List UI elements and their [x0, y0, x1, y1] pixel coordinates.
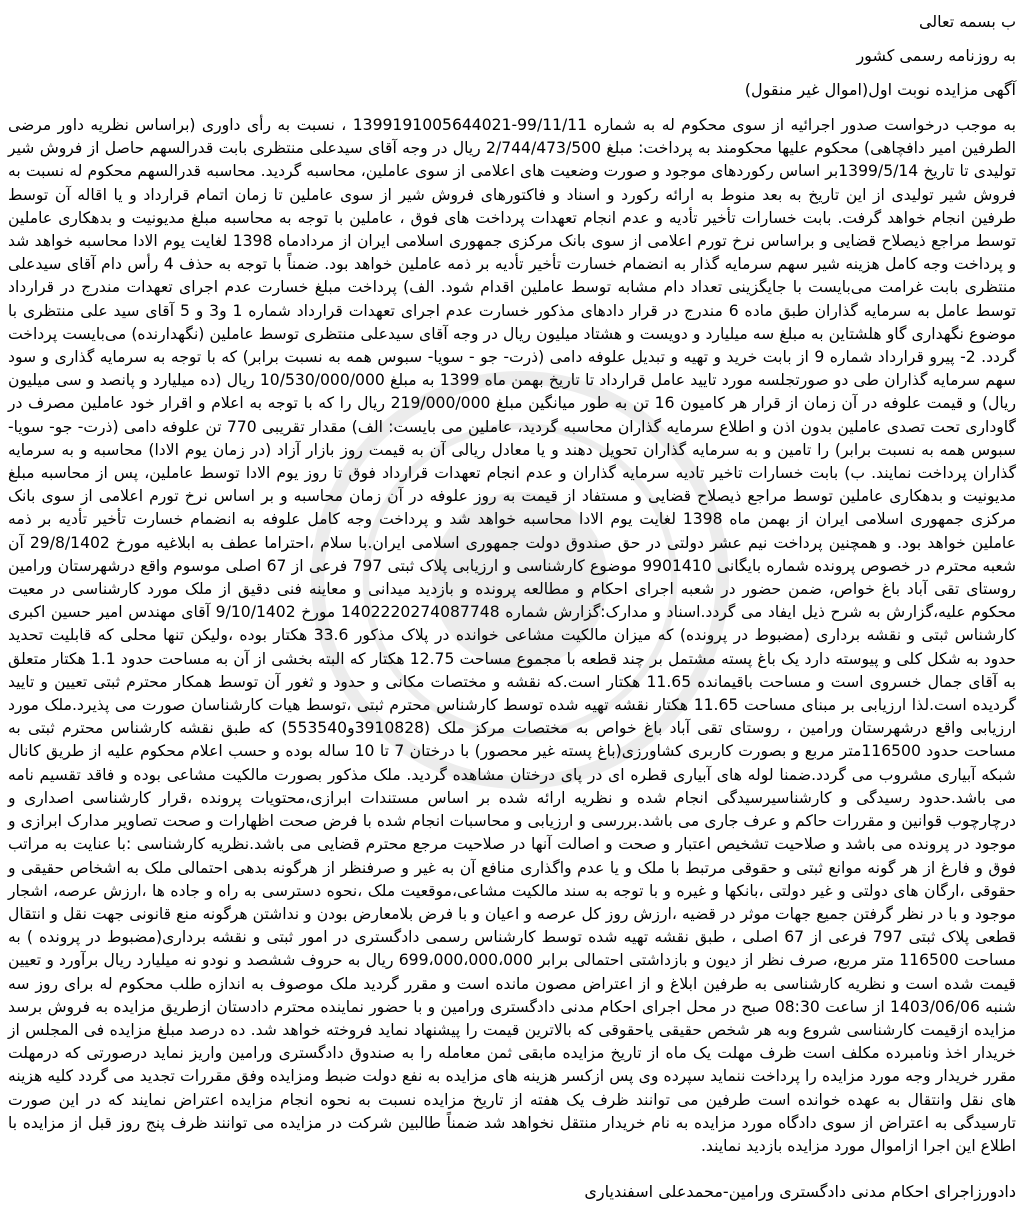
signature-line: دادورزاجرای احکام مدنی دادگستری ورامین-محمدعلی اسفندیاری	[584, 1182, 1016, 1201]
header-basmala: ب بسمه تعالی	[918, 12, 1016, 31]
header-newspaper: به روزنامه رسمی کشور	[856, 46, 1016, 65]
auction-notice-body: به موجب درخواست صدور اجرائیه از سوی محکوم له به شماره 139919100564402‪1‬-99/11/11 ، نسبت به رأی داوری (براساس نظریه داور مرضی الطرفین امیر دافچاهی) محکوم علیها محکومند به پرداخت: مبلغ 2/744/473/500 ریال در وجه آقای سیدعلی منتظری بابت قدرالسهم حاصل از فروش شیر تولیدی تا تاریخ 1399/5/14بر اساس رکوردهای موجود و صورت وضعیت های اعلامی از سوی عاملین، محاسبه گردید. محاسبه قدرالسهم محکوم له نسبت به فروش شیر تولیدی از این تاریخ به بعد منوط به ارائه رکورد و اسناد و فاکتورهای فروش شیر از سوی عاملین تا زمان اتمام قرارداد و یا اقاله آن توسط طرفین انجام خواهد گرفت. بابت خسارات تأخیر تأدیه و عدم انجام تعهدات پرداخت های فوق ، عاملین با توجه به محاسبه مبلغ مدیونیت و بدهکاری عاملین توسط مراجع ذیصلاح قضایی و براساس نرخ تورم اعلامی از سوی بانک مرکزی جمهوری اسلامی ایران از مردادماه 1398 لغایت یوم الادا محاسبه خواهد شد و پرداخت وجه کامل هزینه شیر سهم سرمایه گذار به انضمام خسارت تأخیر تأدیه بر ذمه عاملین خواهد بود. ضمناً با توجه به حذف 4 رأس دام آقای سیدعلی منتظری بابت غرامت می‌بایست با جایگزینی تعداد دام مشابه توسط عاملین اقدام شود. الف) پرداخت مبلغ خسارت عدم اجرای تعهدات مندرج در قرارداد توسط عامل به سرمایه گذاران طبق ماده 6 مندرج در قرار دادهای مذکور خسارت عدم اجرای تعهدات قرارداد شماره 1 و3 و 5 آقای سید علی منتظری با موضوع نگهداری گاو هلشتاین به مبلغ سه میلیارد و دویست و هشتاد میلیون ریال در وجه آقای سیدعلی منتظری توسط عاملین (نگهدارنده) می‌بایست پرداخت گردد. 2- پیرو قرارداد شماره 9 از بابت خرید و تهیه و تبدیل علوفه دامی (ذرت- جو - سویا- سبوس همه به نسبت برابر) که با توجه به سرمایه گذاری و سود سهم سرمایه گذاران طی دو صورتجلسه مورد تایید عامل قرارداد تا تاریخ بهمن ماه 1399 به مبلغ 10/530/000/000 ریال (ده میلیارد و پانصد و سی میلیون ریال) و قیمت علوفه در آن زمان از قرار هر کامیون 16 تن به طور میانگین مبلغ 219/000/000 ریال را که با توجه به اعلام و اقرار خود عاملین مصرف در گاوداری تحت تصدی عاملین بدون اذن و اطلاع سرمایه گذاران محاسبه گردید، عاملین می بایست: الف) مقدار تقریبی 770 تن علوفه دامی (ذرت- جو- سویا- سبوس همه به نسبت برابر) را تامین و به سرمایه گذاران تحویل دهند و یا معادل ریالی آن به قیمت روز بازار آزاد (در زمان یوم الادا) محاسبه و به سرمایه گذاران پرداخت نمایند. ب) بابت خسارات تاخیر تادیه سرمایه گذاران و عدم انجام تعهدات قرارداد فوق تا روز یوم الادا توسط عاملین، پس از محاسبه مبلغ مدیونیت و بدهکاری عاملین توسط مراجع ذیصلاح قضایی و مستفاد از قیمت به روز علوفه در آن زمان محاسبه و بر اساس نرخ تورم اعلامی از سوی بانک مرکزی جمهوری اسلامی ایران از بهمن ماه 1398 لغایت یوم الادا محاسبه خواهد شد و پرداخت وجه کامل علوفه به انضمام خسارت تأخیر تأدیه بر ذمه عاملین خواهد بود. و همچنین پرداخت نیم عشر دولتی در حق صندوق دولت جمهوری اسلامی ایران.با سلام ،احتراما عطف به ابلاغیه مورخ 29/8/1402 آن شعبه محترم در خصوص پرونده شماره بایگانی 9901410 موضوع کارشناسی و ارزیابی پلاک ثبتی 797 فرعی از 67 اصلی موسوم واقع درشهرستان ورامین روستای تقی آباد باغ خواص، ضمن حضور در شعبه اجرای احکام و مطالعه پرونده و بازدید میدانی و معاینه فنی دقیق از ملک مورد کارشناسی در معیت محکوم علیه،گزارش به شرح ذیل ایفاد می گردد.اسناد و مدارک:گزارش شماره 1402220274087748 مورخ 9/10/1402 آقای مهندس امیر حسین اکبری کارشناس ثبتی و نقشه برداری (مضبوط در پرونده) که میزان مالکیت مشاعی خوانده در پلاک مذکور 33.6 هکتار بوده ،ولیکن تنها محلی که قابلیت تحدید حدود به شکل کلی و پیوسته دارد یک باغ پسته مشتمل بر چند قطعه با مجموع مساحت 12.75 هکتار که البته بخشی از آن به مساحت حدود 1.1 هکتار متعلق به آقای جمال خسروی است و مساحت باقیمانده 11.65 هکتار است.که نقشه و مختصات مکانی و حدود و ثغور آن توسط همکار محترم ثبتی تعیین و تایید گردیده است.لذا ارزیابی بر مبنای مساحت 11.65 هکتار نقشه تهیه شده توسط کارشناس محترم ثبتی ،توسط هیات کارشناسان صورت می پذیرد.ملک مورد ارزیابی واقع درشهرستان ورامین ، روستای تقی آباد باغ خواص به مختصات مرکز ملک (3910828و553540) که طبق نقشه کارشناس محترم ثبتی به مساحت حدود 116500متر مربع و بصورت کاربری کشاورزی(باغ پسته غیر محصور) با درختان 7 تا 10 ساله بوده و حسب اعلام محکوم علیه از طریق کانال شبکه آبیاری مشروب می گردد.ضمنا لوله های آبیاری قطره ای در پای درختان مشاهده گردید. ملک مذکور بصورت مالکیت مشاعی بوده و فاقد تقسیم نامه می باشد.حدود رسیدگی و کارشناسیرسیدگی انجام شده و نظریه ارائه شده بر اساس مستندات ابرازی،محتویات پرونده ،قرار کارشناسی اصداری و درچارچوب قوانین و مقررات حاکم و عرف جاری می باشد.بررسی و ارزیابی و محاسبات انجام شده با فرض صحت اظهارات و صحت تصاویر مدارک ابرازی و موجود در پرونده می باشد و صلاحیت تشخیص اعتبار و صحت و اصالت آنها در صلاحیت مرجع محترم قضایی می باشد.نظریه کارشناسی :با عنایت به مراتب فوق و فارغ از هر گونه موانع ثبتی و حقوقی مرتبط با ملک و یا عدم واگذاری منافع آن به غیر و صرفنظر از هرگونه بدهی احتمالی ملک به اشخاص حقیقی و حقوقی ،ارگان های دولتی و غیر دولتی ،بانکها و غیره و با توجه به سند مالکیت مشاعی،موقعیت ملک ،نحوه دسترسی به راه و جاده ها ،ارزش عرصه، اشجار موجود و با در نظر گرفتن جمیع جهات موثر در قضیه ،ارزش روز کل عرصه و اعیان و با فرض بلامعارض بودن و نداشتن هرگونه منع قانونی جهت نقل و انتقال قطعی پلاک ثبتی 797 فرعی از 67 اصلی ، طبق نقشه تهیه شده توسط کارشناس رسمی دادگستری در امور ثبتی و نقشه برداری(مضبوط در پرونده ) به مساحت 116500 متر مربع، صرف نظر از دیون و بازداشتی احتمالی برابر 699،000،000،000 ریال به حروف ششصد و نودو نه میلیارد ریال برآورد و تعیین قیمت شده است و نظریه کارشناسی به طرفین ابلاغ و از اعتراض مصون مانده است و مقرر گردید ملک موصوف به اندازه طلب محکوم له برای روز سه شنبه 1403/06/06 از ساعت 08:30 صبح در محل اجرای احکام مدنی دادگستری ورامین و با حضور نماینده محترم دادستان ازطریق مزایده به فروش برسد مزایده ازقیمت کارشناسی شروع وبه هر شخص حقیقی یاحقوقی که بالاترین قیمت را پیشنهاد نماید فروخته خواهد شد. ده درصد مبلغ مزایده فی المجلس از خریدار اخذ ونامبرده مکلف است ظرف مهلت یک ماه از تاریخ مزایده مابقی ثمن معامله را به صندوق دادگستری ورامین واریز نماید درصورتی که درمهلت مقرر خریدار وجه مورد مزایده را پرداخت ننماید سپرده وی پس ازکسر هزینه های مزایده به نفع دولت ضبط ومزایده وفق مقررات تجدید می گردد کلیه هزینه های نقل وانتقال به عهده خوانده است طرفین می توانند ظرف یک هفته از تاریخ مزایده نسبت به نحوه انجام مزایده اعتراض نمایند که در این صورت تارسیدگی به اعتراض از سوی دادگاه مورد مزایده به نام خریدار منتقل نخواهد شد ضمناً طالبین شرکت در مزایده می توانند ظرف پنج روز قبل از مزایده با اطلاع این اجرا ازاموال مورد مزایده بازدید نمایند.	[8, 116, 1017, 1155]
header-auction-title: آگهی مزایده نوبت اول(اموال غیر منقول)	[744, 80, 1016, 99]
